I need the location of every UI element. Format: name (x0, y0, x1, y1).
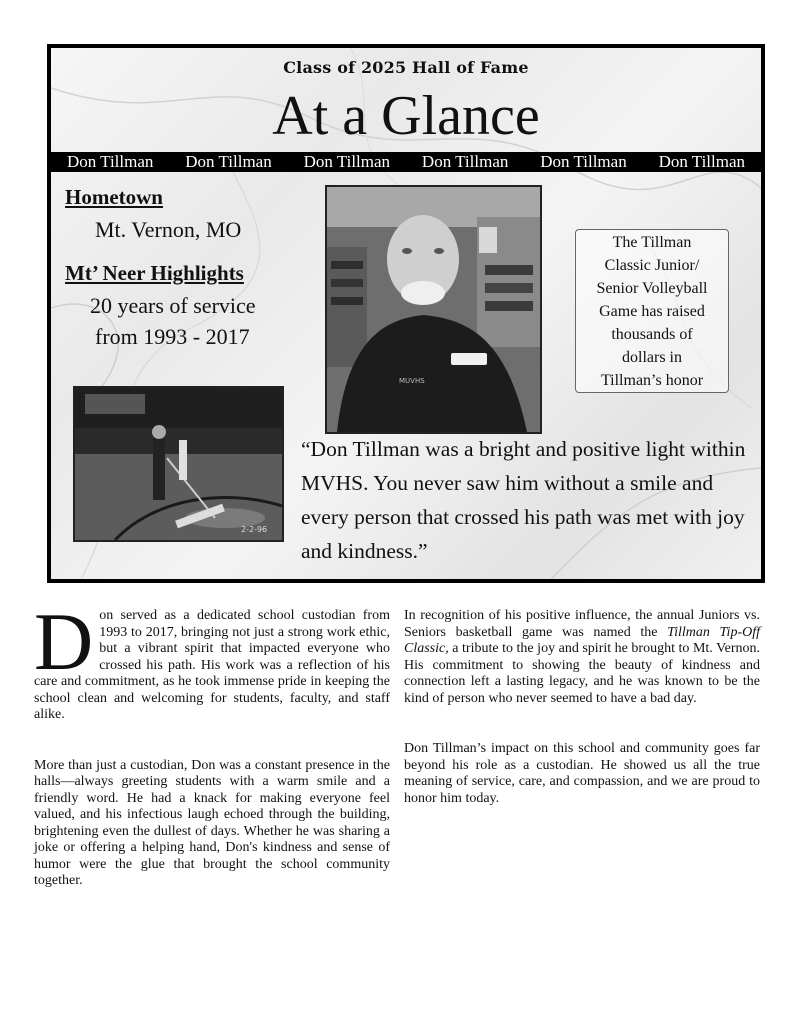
volleyball-callout (575, 229, 729, 393)
name-strip-item: Don Tillman (421, 152, 509, 171)
callout-text: The Tillman Classic Junior/ Senior Volleyball Game has raised thousands of dollars in Tillman’s honor (596, 233, 708, 389)
name-strip-item: Don Tillman (303, 152, 391, 171)
name-strip (51, 152, 761, 172)
hometown-heading: Hometown (65, 185, 163, 209)
portrait-photo (325, 185, 542, 434)
tribute-quote: “Don Tillman was a bright and positive light within MVHS. You never saw him without a smile and every person that crossed his path was met with joy and kindness.” (301, 437, 746, 563)
article-column-right (404, 608, 760, 841)
badge-logo-text: MUVHS (399, 377, 425, 385)
name-strip-item: Don Tillman (185, 152, 272, 171)
article-paragraph-4: Don Tillman’s impact on this school and community goes far beyond his role as a custodian. He showed us all the true meaning of service, care, and compassion, and we are proud to honor him today. (404, 741, 760, 806)
kicker-hall-of-fame: Class of 2025 Hall of Fame (283, 58, 529, 77)
paragraph-3-text-b: a tribute to the joy and spirit he brought to Mt. Vernon. His commitment to showing the beauty of kindness and connection left a lasting legacy, and he was known to be the kind of person who never seemed to have a bad day. (404, 641, 760, 706)
article-paragraph-3 (404, 608, 760, 707)
paragraph-3-text-a: In recognition of his positive influence, the annual Juniors vs. Seniors basketball game was named the (404, 608, 760, 640)
tip-off-classic-name: Tillman Tip-Off Classic, (404, 624, 760, 656)
photo-date-stamp: 2-2-96 (241, 525, 268, 534)
highlights-line-1: 20 years of service (90, 293, 256, 318)
name-strip-item: Don Tillman (540, 152, 627, 171)
drop-cap: D (34, 596, 94, 687)
highlights-heading: Mt’ Neer Highlights (65, 261, 244, 285)
article-paragraph-2: More than just a custodian, Don was a constant presence in the halls—always greeting students with a warm smile and a friendly word. He had a knack for making everyone feel valued, and his infectious laugh echoed through the building, brightening even the dullest of days. Whether he was sharing a joke or offering a helping hand, Don's kindness and sense of humor were the glue that brought the school community together. (34, 757, 390, 888)
article-paragraph-1 (34, 596, 390, 724)
name-strip-item: Don Tillman (66, 152, 154, 171)
at-a-glance-panel (47, 44, 765, 583)
paragraph-1-text: on served as a dedicated school custodian from 1993 to 2017, bringing not just a strong work ethic, but a vibrant spirit that impacted everyone who crossed his path. His work was a reflection of his care and commitment, as he took immense pride in keeping the school clean and welcoming for students, faculty, and staff alike. (34, 608, 390, 722)
article-column-left (34, 596, 390, 924)
highlights-line-2: from 1993 - 2017 (95, 324, 250, 349)
name-strip-item: Don Tillman (658, 152, 746, 171)
hometown-value: Mt. Vernon, MO (95, 217, 242, 242)
gym-floor-photo (73, 386, 284, 542)
page-title: At a Glance (272, 85, 540, 147)
